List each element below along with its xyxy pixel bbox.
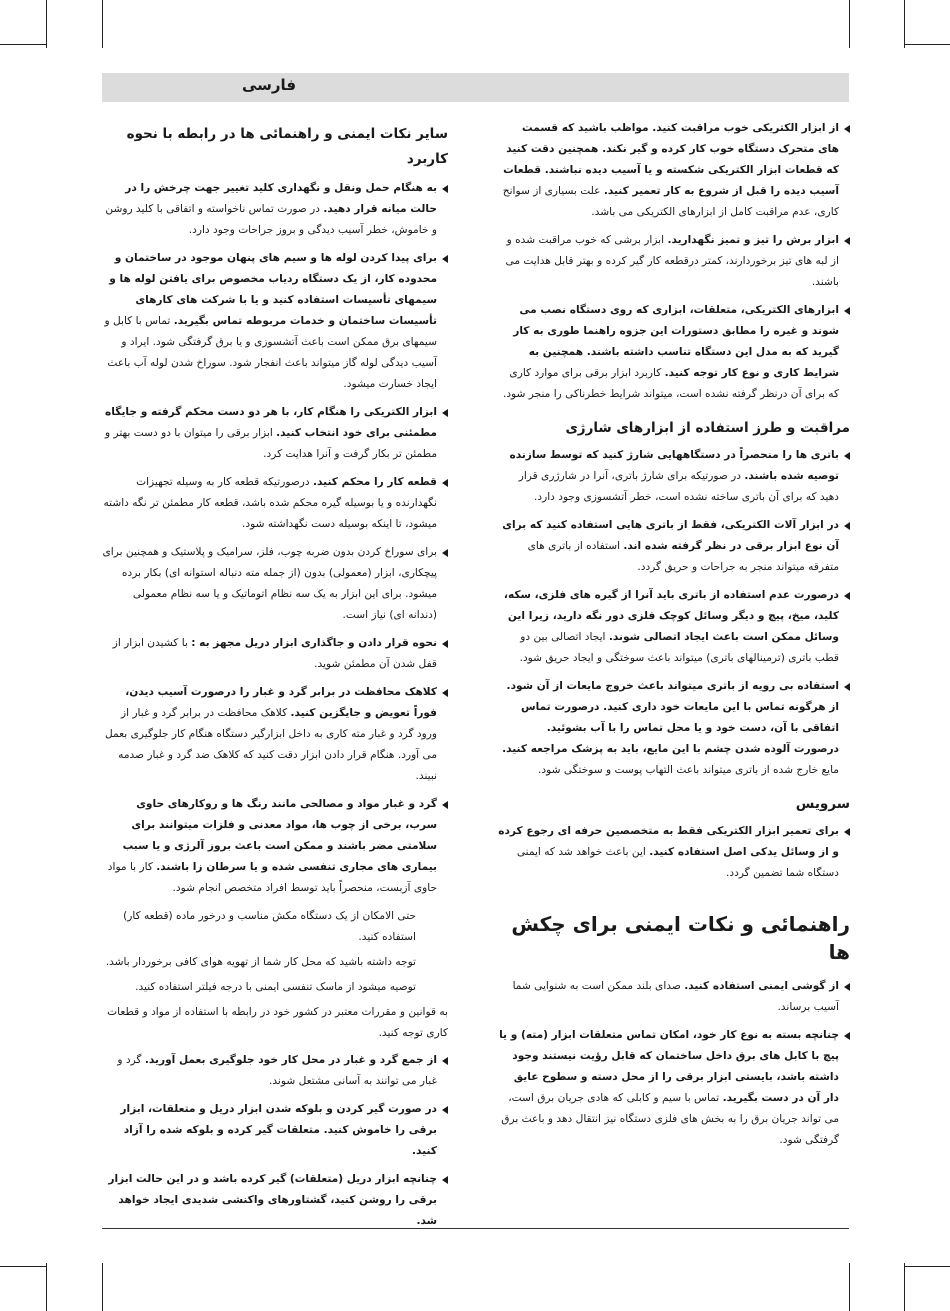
bullet-item — [498, 1025, 850, 1151]
bullet-item — [102, 248, 448, 395]
bullet-bold-text: از جمع گرد و غبار در محل کار خود جلوگیری بعمل آورید. — [144, 1054, 437, 1066]
bottom-rule — [102, 1228, 849, 1229]
crop-mark — [904, 1263, 905, 1311]
usage-bullets-b — [102, 1050, 448, 1232]
bullet-text: استفاده از باتری های متفرقه میتواند منجر به جراحات و حریق گردد. — [527, 540, 839, 573]
crop-mark — [904, 0, 905, 48]
bullet-bold-text: در صورت گیر کردن و بلوکه شدن ابزار دریل و متعلقات، ابزار برقی را خاموش کنید. متعلقات گیر کرده و بلوکه شده را آزاد کنید. — [120, 1103, 437, 1157]
bullet-bold-text: ابزار الکتریکی را هنگام کار، با هر دو دست محکم گرفته و جایگاه مطمئنی برای خود انتخاب کنید. — [105, 406, 437, 439]
bullet-text: علت بسیاری از سوانح کاری، عدم مراقبت کامل از ابزارهای الکتریکی می باشد. — [502, 185, 839, 218]
bullet-item — [102, 1050, 448, 1092]
bullet-item — [102, 794, 448, 899]
bullet-bold-text: از ابزار الکتریکی خوب مراقبت کنید. مواظب باشید که قسمت های متحرک دستگاه خوب کار کرده و گیر نکند. همچنین دقت کنید که قطعات ابزار الکتریکی شکسته و یا آسیب دیده نباشند. قطعات آسیب دیده را قبل از شروع به کار تعمیر کنید. — [503, 122, 839, 197]
bullet-arrow-icon — [844, 237, 850, 245]
bullet-text: در صورتیکه برای شارژ باتری، آنرا در شارژری قرار دهید که برای آن باتری ساخته نشده است، خطر آتشسوزی وجود دارد. — [518, 470, 839, 503]
bullet-arrow-icon — [844, 592, 850, 600]
indent-item: توصیه میشود از ماسک تنفسی ایمنی با درجه فیلتر استفاده کنید. — [135, 981, 416, 993]
service-heading: سرویس — [795, 796, 850, 812]
bullet-text: تماس با سیم و کابلی که هادی جریان برق است، می تواند جریان برق را به بخش های فلزی دستگاه نیز انتقال دهد و باعث برق گرفتگی شود. — [501, 1092, 839, 1146]
usage-heading: سایر نکات ایمنی و راهنمائی ها در رابطه با نحوه کاربرد — [126, 126, 448, 167]
bullet-arrow-icon — [442, 1057, 448, 1065]
service-bullets — [498, 821, 850, 884]
bullet-arrow-icon — [844, 983, 850, 991]
bullet-bold-text: کلاهک محافظت در برابر گرد و غبار را درصورت آسیب دیدن، فوراً تعویض و جایگزین کنید. — [125, 686, 437, 719]
crop-mark — [0, 1266, 46, 1267]
laws-paragraph: به قوانین و مقررات معتبر در کشور خود در رابطه با استفاده از مواد و قطعات کاری توجه کنید. — [107, 1006, 448, 1039]
crop-mark — [0, 44, 46, 45]
bullet-item — [102, 1099, 448, 1162]
crop-mark — [849, 0, 850, 48]
bullet-text: کار با مواد حاوی آزبست، منحصراً باید توسط افراد متخصص انجام شود. — [107, 861, 437, 894]
bullet-item — [498, 300, 850, 405]
indent-item: حتی الامکان از یک دستگاه مکش مناسب و درخور ماده (قطعه کار) استفاده کنید. — [123, 910, 416, 943]
bullet-text: کلاهک محافظت در برابر گرد و غبار از ورود گرد و غبار مته کاری به داخل ابزارگیر دستگاه هنگام کار جلوگیری بعمل می آورد. هنگام قرار دادن ابزار دقت کنید که کلاهک ضد گرد و غبار صدمه نبیند. — [105, 707, 437, 782]
charger-bullets — [498, 445, 850, 781]
bullet-text: گرد و غبار می توانند به آسانی مشتعل شوند. — [117, 1054, 437, 1087]
bullet-text: این باعث خواهد شد که ایمنی دستگاه شما تضمین گردد. — [516, 846, 839, 879]
bullet-arrow-icon — [442, 640, 448, 648]
bullet-bold-text: درصورت عدم استفاده از باتری باید آنرا از گیره های فلزی، سکه، کلید، میخ، پیچ و دیگر وسائل کوچک فلزی دور نگه دارید، زیرا این وسائل ممکن است باعث ایجاد اتصالی شوند. — [503, 589, 839, 643]
crop-mark — [904, 1266, 950, 1267]
bullet-item — [102, 402, 448, 465]
bullet-text: ابزار برقی را میتوان با دو دست بهتر و مطمئن تر بکار گرفت و آنرا هدایت کرد. — [105, 427, 437, 460]
bullet-arrow-icon — [442, 185, 448, 193]
crop-mark — [46, 1263, 47, 1311]
bullet-item — [102, 542, 448, 626]
crop-mark — [904, 44, 950, 45]
language-label: فارسی — [242, 76, 297, 94]
bullet-bold-text: از گوشی ایمنی استفاده کنید. — [684, 980, 839, 992]
bullet-text: با کشیدن ابزار از قفل شدن آن مطمئن شوید. — [112, 637, 437, 670]
bullet-item — [498, 585, 850, 669]
bullet-text: در صورت تماس ناخواسته و اتفاقی با کلید روشن و خاموش، خطر آسیب دیدگی و بروز جراحات وجود دارد. — [105, 203, 437, 236]
bullet-arrow-icon — [844, 828, 850, 836]
bullet-bold-text: چنانچه ابزار دریل (متعلقات) گیر کرده باشد و در این حالت ابزار برقی را روشن کنید، گشتاورهای واکنشی شدیدی ایجاد خواهد شد. — [108, 1173, 437, 1227]
bullet-arrow-icon — [844, 452, 850, 460]
bullet-item — [102, 472, 448, 535]
bullet-item — [102, 633, 448, 675]
bullet-bold-text: استفاده بی رویه از باتری میتواند باعث خروج مایعات از آن شود. از هرگونه تماس با این مایعات خود داری کنید. درصورت تماس اتفاقی با آن، دست خود و یا محل تماس را با آب بشوئید. درصورت آلوده شدن چشم با این مایع، باید به پزشک مراجعه کنید. — [502, 680, 839, 755]
crop-mark — [849, 1263, 850, 1311]
bullet-arrow-icon — [442, 479, 448, 487]
bullet-item — [498, 445, 850, 508]
bullet-item — [498, 118, 850, 223]
crop-mark — [102, 0, 103, 48]
indent-list — [102, 906, 448, 998]
crop-mark — [46, 0, 47, 48]
bullet-arrow-icon — [844, 1032, 850, 1040]
bullet-arrow-icon — [844, 125, 850, 133]
bullet-arrow-icon — [844, 307, 850, 315]
bullet-arrow-icon — [442, 801, 448, 809]
bullet-text: ایجاد اتصالی بین دو قطب باتری (ترمینالهای باتری) میتواند باعث سوختگی و ایجاد حریق شود. — [519, 631, 839, 664]
bullet-bold-text: به هنگام حمل ونقل و نگهداری کلید تغییر جهت چرخش را در حالت میانه قرار دهید. — [125, 182, 437, 215]
language-header-bar — [102, 73, 849, 102]
bullet-text: درصورتیکه قطعه کار به وسیله تجهیزات نگهدارنده و یا بوسیله گیره محکم شده باشد، قطعه کار مطمئن تر نگه داشته میشود، تا اینکه بوسیله دست نگهداشته شود. — [103, 476, 437, 530]
bullet-arrow-icon — [442, 1106, 448, 1114]
bullet-bold-text: چنانچه بسته به نوع کار خود، امکان تماس متعلقات ابزار (مته) و یا پیچ با کابل های برق داخل ساختمان که قابل رؤیت نیستند وجود داشته باشد، بایستی ابزار برقی را از محل دسته و سطوح عایق دار آن در دست بگیرید. — [499, 1029, 839, 1104]
intro-bullets — [498, 118, 850, 405]
bullet-bold-text: ابزارهای الکتریکی، متعلقات، ابزاری که روی دستگاه نصب می شوند و غیره را مطابق دستورات این جزوه راهنما طوری به کار گیرید که به مدل این دستگاه تناسب داشته باشند. همچنین به شرایط کاری و نوع کار توجه کنید. — [513, 304, 839, 379]
bullet-item — [498, 821, 850, 884]
bullet-bold-text: برای تعمیر ابزار الکتریکی فقط به متخصصین حرفه ای رجوع کرده و از وسائل یدکی اصل استفاده کنید. — [498, 825, 839, 858]
bullet-item — [102, 682, 448, 787]
bullet-text: مایع خارج شده از باتری میتواند باعث التهاب پوست و سوختگی شود. — [538, 764, 839, 776]
bullet-text: برای سوراخ کردن بدون ضربه چوب، فلز، سرامیک و پلاستیک و همچنین برای پیچکاری، ابزار (معمولی) بدون (از جمله مته دنباله استوانه ای) بکار برده میشود. برای این ابزار به یک سه نظام اتوماتیک و یا سه نظام معمولی (دندانه ای) نیاز است. — [102, 546, 437, 621]
bullet-arrow-icon — [442, 1176, 448, 1184]
hammer-bullets — [498, 976, 850, 1151]
bullet-item — [498, 976, 850, 1018]
bullet-text: تماس با کابل و سیمهای برق ممکن است باعث آتشسوزی و یا برق گرفتگی شود. ایراد و آسیب دیدگی لوله گاز میتواند باعث انفجار شود. سوراخ شدن لوله آب باعث ایجاد خسارت میشود. — [104, 315, 437, 390]
bullet-bold-text: باتری ها را منحصراً در دستگاههایی شارژ کنید که توسط سازنده توصیه شده باشند. — [509, 449, 839, 482]
bullet-bold-text: برای پیدا کردن لوله ها و سیم های پنهان موجود در ساختمان و محدوده کار، از یک دستگاه ردیاب مخصوص برای یافتن لوله ها و سیمهای تأسیسات استفاده کنید و یا با شرکت های کارهای تأسیسات ساختمان و خدمات مربوطه تماس بگیرید. — [109, 252, 437, 327]
crop-mark — [102, 1263, 103, 1311]
bullet-arrow-icon — [442, 255, 448, 263]
bullet-bold-text: نحوه قرار دادن و جاگذاری ابزار دریل مجهز به : — [191, 637, 437, 649]
bullet-item — [498, 676, 850, 781]
bullet-text: ابزار برشی که خوب مراقبت شده و از لبه های تیز برخوردارند، کمتر درقطعه کار گیر کرده و بهتر قابل هدایت می باشند. — [505, 234, 839, 288]
charger-heading: مراقبت و طرز استفاده از ابزارهای شارژی — [565, 420, 850, 436]
bullet-text: کاربرد ابزار برقی برای موارد کاری که برای آن درنظر گرفته نشده است، میتواند شرایط خطرناکی را منجر شود. — [502, 367, 839, 400]
bullet-item — [102, 178, 448, 241]
right-column — [498, 118, 850, 1158]
bullet-arrow-icon — [844, 522, 850, 530]
bullet-bold-text: ابزار برش را تیز و تمیز نگهدارید. — [667, 234, 839, 246]
bullet-arrow-icon — [442, 409, 448, 417]
bullet-bold-text: در ابزار آلات الکتریکی، فقط از باتری هایی استفاده کنید که برای آن نوع ابزار برقی در نظر گرفته شده اند. — [502, 519, 839, 552]
bullet-item — [498, 230, 850, 293]
indent-item: توجه داشته باشید که محل کار شما از تهویه هوای کافی برخوردار باشد. — [105, 956, 416, 968]
bullet-arrow-icon — [844, 683, 850, 691]
bullet-bold-text: گرد و غبار مواد و مصالحی مانند رنگ ها و روکارهای حاوی سرب، برخی از چوب ها، مواد معدنی و فلزات میتوانند برای سلامتی مضر باشند و ممکن است باعث بروز آلرژی و یا سبب بیماری های مجاری تنفسی شده و یا سرطان زا باشند. — [122, 798, 437, 873]
left-column — [102, 122, 448, 1239]
bullet-item — [498, 515, 850, 578]
usage-bullets-a — [102, 178, 448, 899]
bullet-text: صدای بلند ممکن است به شنوایی شما آسیب برساند. — [512, 980, 839, 1013]
bullet-bold-text: قطعه کار را محکم کنید. — [313, 476, 437, 488]
bullet-arrow-icon — [442, 549, 448, 557]
bullet-arrow-icon — [442, 689, 448, 697]
bullet-item — [102, 1169, 448, 1232]
hammer-heading: راهنمائی و نکات ایمنی برای چکش ها — [511, 912, 850, 964]
